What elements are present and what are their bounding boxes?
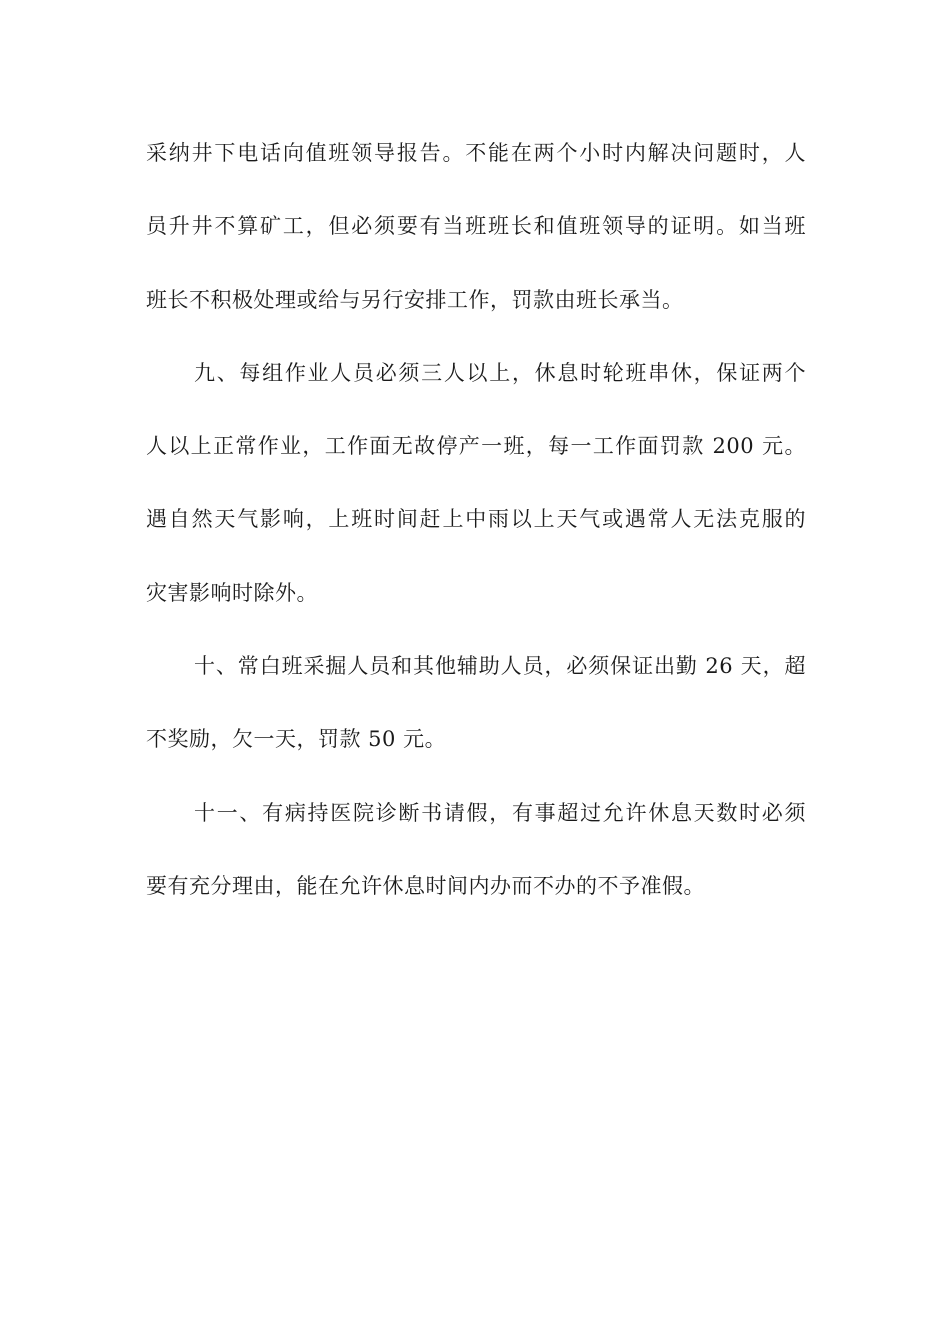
- text-line: 灾害影响时除外。: [146, 580, 318, 605]
- text-line: 采纳井下电话向值班领导报告。不能在两个小时内解决问题时，人: [146, 141, 806, 165]
- paragraph-eleven-first-line: 十一、有病持医院诊断书请假，有事超过允许休息天数时必须: [194, 800, 806, 825]
- text-line: 班长不积极处理或给与另行安排工作，罚款由班长承当。: [146, 287, 684, 312]
- text-line: 员升井不算矿工，但必须要有当班班长和值班领导的证明。如当班: [146, 214, 806, 239]
- text-line: 遇自然天气影响，上班时间赶上中雨以上天气或遇常人无法克服的: [146, 507, 806, 532]
- text-line: 人以上正常作业，工作面无故停产一班，每一工作面罚款 200 元。: [146, 434, 806, 459]
- text-line: 不奖励，欠一天，罚款 50 元。: [146, 727, 447, 752]
- paragraph-nine-first-line: 九、每组作业人员必须三人以上，休息时轮班串休，保证两个: [194, 360, 806, 385]
- paragraph-ten-first-line: 十、常白班采掘人员和其他辅助人员，必须保证出勤 26 天，超: [194, 654, 806, 679]
- text-line: 要有充分理由，能在允许休息时间内办而不办的不予准假。: [146, 873, 705, 898]
- document-body: [146, 129, 806, 935]
